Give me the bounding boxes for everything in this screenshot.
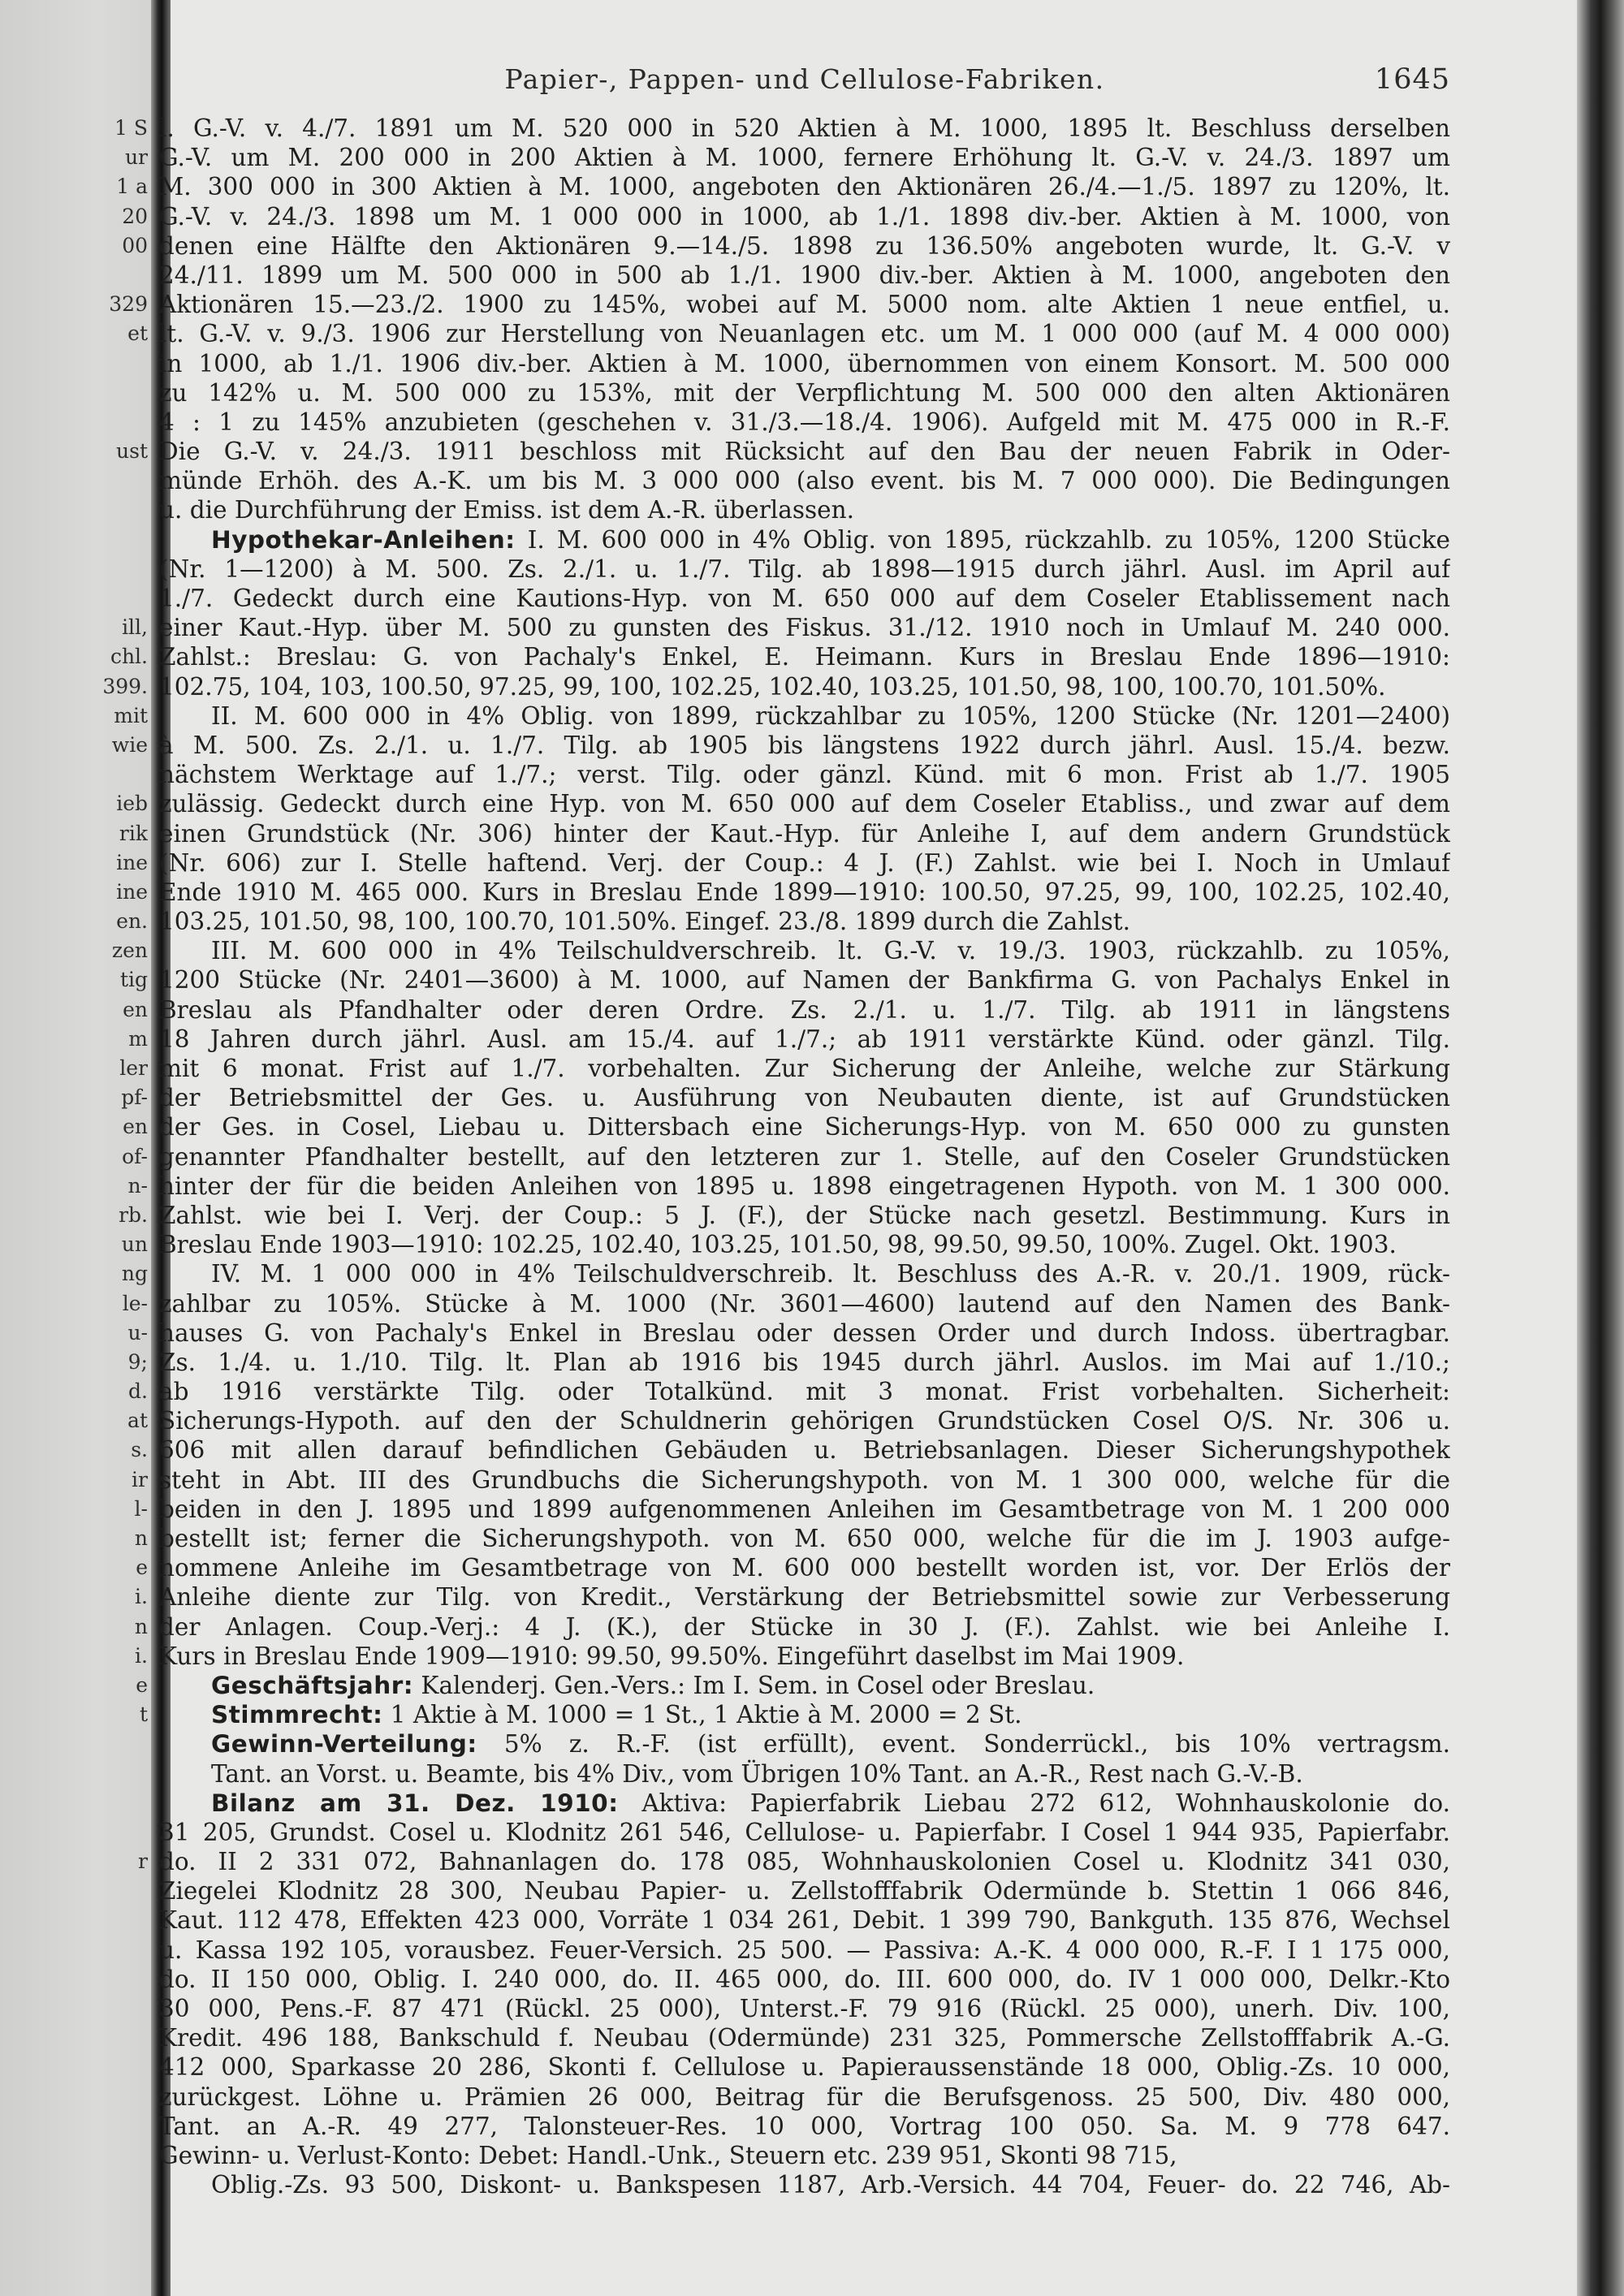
margin-fragment: i. [135,1585,148,1609]
line-text: 606 mit allen darauf befindlichen Gebäuden u. Betriebsanlagen. Dieser Sicherungshypothek [159,1436,1450,1465]
margin-fragment: chl. [110,645,148,669]
text-line [159,1318,1450,1348]
text-line [159,1377,1450,1406]
line-text: 412 000, Sparkasse 20 286, Skonti f. Cellulose u. Papieraussenstände 18 000, Oblig.-Zs. 10 000, [159,2053,1450,2082]
margin-fragment: n- [127,1173,148,1198]
margin-fragment: zen [111,939,148,963]
margin-fragment [50,261,148,290]
line-text: 1200 Stücke (Nr. 2401—3600) à M. 1000, auf Namen der Bankfirma G. von Pachalys Enkel in [159,966,1450,995]
line-text: ab 1916 verstärkte Tilg. oder Totalkünd. mit 3 monat. Frist vorbehalten. Sicherheit: [159,1378,1450,1406]
text-line [159,907,1450,936]
line-text: bestellt ist; ferner die Sicherungshypoth. von M. 650 000, welche für die im J. 1903 aufge- [159,1525,1450,1552]
margin-fragment [50,349,148,378]
text-line [159,231,1450,261]
text-line [159,2112,1450,2141]
margin-fragment: ng [121,1262,148,1286]
margin-fragment: en [123,1115,148,1139]
margin-fragment [50,760,148,789]
line-text: steht in Abt. III des Grundbuchs die Sicherungshypoth. von M. 1 300 000, welche für die [159,1465,1450,1494]
text-line [159,1172,1450,1201]
line-text: G.-V. v. 24./3. 1898 um M. 1 000 000 in 1000, ab 1./1. 1898 div.-ber. Aktien à M. 1000, von [159,202,1450,231]
margin-fragment: 9; [127,1349,148,1374]
margin-fragment: et [127,322,148,346]
text-line [159,1612,1450,1642]
line-text: Breslau als Pfandhalter oder deren Ordre. Zs. 2./1. u. 1./7. Tilg. ab 1911 in längstens [159,995,1450,1024]
margin-fragment: 00 [122,233,148,257]
section-heading: Stimmrecht: [211,1701,383,1729]
text-line [159,789,1450,818]
line-text: Die G.-V. v. 24./3. 1911 beschloss mit Rücksicht auf den Bau der neuen Fabrik in Oder- [159,438,1450,466]
line-text: do. II 2 331 072, Bahnanlagen do. 178 085, Wohnhauskolonien Cosel u. Klodnitz 341 030, [159,1848,1450,1876]
text-line [159,613,1450,642]
text-line [159,1201,1450,1230]
text-line [159,2141,1450,2170]
line-text: Kurs in Breslau Ende 1909—1910: 99.50, 99.50%. Eingeführt daselbst im Mai 1909. [159,1642,1185,1670]
text-line [159,1230,1450,1259]
line-text: 103.25, 101.50, 98, 100, 100.70, 101.50%. Eingef. 23./8. 1899 durch die Zahlst. [159,908,1130,936]
text-line [159,1289,1450,1318]
margin-fragment: 1 S [114,116,148,140]
margin-fragment [50,1729,148,1759]
text-line [159,143,1450,172]
margin-fragment: en [123,997,148,1021]
margin-fragment: wie [111,732,148,757]
margin-fragment: n [134,1526,148,1550]
margin-fragment: ine [116,850,148,874]
margin-fragment: mit [114,703,148,727]
text-line [159,1847,1450,1876]
line-text: Aktionären 15.—23./2. 1900 zu 145%, wobei auf M. 5000 nom. alte Aktien 1 neue entfiel, u. [159,291,1450,319]
text-line [159,584,1450,613]
text-line [159,495,1450,524]
margin-fragment: t [139,1703,148,1727]
margin-fragment: u- [127,1320,148,1344]
margin-fragment: m [128,1026,148,1051]
line-text: M. 300 000 in 300 Aktien à M. 1000, angeboten den Aktionären 26./4.—1./5. 1897 zu 120%, lt. [159,173,1450,201]
line-text: Oblig.-Zs. 93 500, Diskont- u. Bankspesen 1187, Arb.-Versich. 44 704, Feuer- do. 22 746, Ab- [211,2171,1450,2199]
right-binding-edge [1577,0,1624,2296]
text-line [159,1700,1450,1729]
line-text: 31 205, Grundst. Cosel u. Klodnitz 261 546, Cellulose- u. Papierfabr. I Cosel 1 944 935, Papierfabr. [159,1818,1450,1846]
margin-fragment: rik [119,821,148,845]
line-text: Zahlst. wie bei I. Verj. der Coup.: 5 J. (F.), der Stücke nach gesetzl. Bestimmung. Kurs in [159,1201,1450,1229]
text-line [159,408,1450,437]
line-text: zu 142% u. M. 500 000 zu 153%, mit der Verpflichtung M. 500 000 den alten Aktionären [159,378,1450,407]
text-line [159,1876,1450,1905]
text-line [159,878,1450,907]
page-number: 1645 [1374,63,1450,96]
margin-fragment [50,466,148,495]
margin-fragment [50,378,148,408]
line-text: G.-V. um M. 200 000 in 200 Aktien à M. 1000, fernere Erhöhung lt. G.-V. v. 24./3. 1897 um [159,144,1450,172]
text-line [159,1965,1450,1994]
text-line [159,1495,1450,1524]
line-text: III. M. 600 000 in 4% Teilschuldverschreib. lt. G.-V. v. 19./3. 1903, rückzahlb. zu 105%, [211,937,1450,965]
line-text: Kredit. 496 188, Bankschuld f. Neubau (Odermünde) 231 325, Pommersche Zellstofffabrik A.-G. [159,2024,1450,2052]
line-text: Sicherungs-Hypoth. auf den der Schuldnerin gehörigen Grundstücken Cosel O/S. Nr. 306 u. [159,1407,1450,1435]
margin-fragment [50,584,148,613]
text-line [159,2170,1450,2199]
text-line [159,202,1450,231]
line-text: u. die Durchführung der Emiss. ist dem A.-R. überlassen. [159,496,854,524]
line-text: denen eine Hälfte den Aktionären 9.—14./5. 1898 zu 136.50% angeboten wurde, lt. G.-V. v [159,231,1450,260]
text-line [159,1259,1450,1288]
text-line [159,1083,1450,1112]
text-line [159,1642,1450,1671]
margin-fragment [50,1818,148,1847]
running-title: Papier-, Pappen- und Cellulose-Fabriken. [504,63,1105,95]
line-text: lt. G.-V. v. 9./3. 1906 zur Herstellung von Neuanlagen etc. um M. 1 000 000 (auf M. 4 000 000) [159,320,1450,348]
text-line [159,1025,1450,1054]
text-line [159,1435,1450,1465]
text-line [159,555,1450,584]
margin-fragment [50,555,148,584]
margin-fragment: r [138,1849,148,1874]
line-text: (Nr. 1—1200) à M. 500. Zs. 2./1. u. 1./7. Tilg. ab 1898—1915 durch jährl. Ausl. im April auf [159,555,1450,583]
line-text: nommene Anleihe im Gesamtbetrage von M. 600 000 bestellt worden ist, vor. Der Erlös der [159,1554,1450,1582]
line-text: IV. M. 1 000 000 in 4% Teilschuldverschreib. lt. Beschluss des A.-R. v. 20./1. 1909, rück- [211,1260,1450,1288]
line-text: zulässig. Gedeckt durch eine Hyp. von M. 650 000 auf dem Coseler Etabliss., und zwar auf dem [159,790,1450,818]
line-text: genannter Pfandhalter bestellt, auf den letzteren zur 1. Stelle, auf den Coseler Grundstücken [159,1142,1450,1171]
margin-fragment: pf- [121,1085,148,1110]
line-text: der Ges. in Cosel, Liebau u. Dittersbach eine Sicherungs-Hyp. von M. 650 000 zu gunsten [159,1113,1450,1142]
line-text: beiden in den J. 1895 und 1899 aufgenommenen Anleihen im Gesamtbetrage von M. 1 200 000 [159,1495,1450,1523]
text-line [159,261,1450,290]
margin-fragment: ust [116,439,148,464]
line-text: nächstem Werktage auf 1./7.; verst. Tilg. oder gänzl. Künd. mit 6 mon. Frist ab 1./7. 1905 [159,761,1450,789]
margin-fragment: i. [135,1643,148,1668]
margin-fragment: rb. [119,1202,148,1227]
line-text: 4 : 1 zu 145% anzubieten (geschehen v. 31./3.—18./4. 1906). Aufgeld mit M. 475 000 in R.-F. [159,408,1450,436]
text-line [159,2082,1450,2112]
line-text: Zahlst.: Breslau: G. von Pachaly's Enkel, E. Heimann. Kurs in Breslau Ende 1896—1910: [159,643,1450,671]
margin-fragment [50,1759,148,1789]
margin-fragment: ur [124,145,148,170]
text-line [159,731,1450,760]
line-text: zurückgest. Löhne u. Prämien 26 000, Beitrag für die Berufsgenoss. 25 500, Div. 480 000, [159,2082,1450,2111]
text-line [159,1406,1450,1435]
text-line [159,319,1450,348]
text-line [159,1553,1450,1582]
margin-fragment [50,525,148,555]
line-text: 24./11. 1899 um M. 500 000 in 500 ab 1./1. 1900 div.-ber. Aktien à M. 1000, angeboten den [159,261,1450,289]
line-text: Zs. 1./4. u. 1./10. Tilg. lt. Plan ab 1916 bis 1945 durch jährl. Auslos. im Mai auf 1./10.; [159,1348,1450,1376]
line-text: Stimmrecht: 1 Aktie à M. 1000 = 1 St., 1 Aktie à M. 2000 = 2 St. [211,1701,1022,1729]
line-text: in 1000, ab 1./1. 1906 div.-ber. Aktien à M. 1000, übernommen von einem Konsort. M. 500 000 [159,349,1450,378]
line-text: einen Grundstück (Nr. 306) hinter der Kaut.-Hyp. für Anleihe I, auf dem andern Grundstück [159,819,1450,848]
margin-fragment: ir [132,1467,148,1491]
margin-fragment: e [136,1672,148,1697]
text-line [159,819,1450,848]
margin-fragment: n [134,1614,148,1638]
text-line [159,1348,1450,1377]
line-text: Bilanz am 31. Dez. 1910: Aktiva: Papierfabrik Liebau 272 612, Wohnhauskolonie do. [211,1789,1450,1817]
text-line [159,701,1450,731]
margin-fragment: en. [116,909,148,934]
line-text: Tant. an A.-R. 49 277, Talonsteuer-Res. 10 000, Vortrag 100 050. Sa. M. 9 778 647. [159,2112,1450,2140]
line-text: münde Erhöh. des A.-K. um bis M. 3 000 000 (also event. bis M. 7 000 000). Die Bedingungen [159,467,1450,495]
line-text: do. II 150 000, Oblig. I. 240 000, do. II. 465 000, do. III. 600 000, do. IV 1 000 000, Delkr.-Kto [159,1965,1450,1993]
section-heading: Geschäftsjahr: [211,1671,414,1699]
text-line [159,437,1450,466]
line-text: der Betriebsmittel der Ges. u. Ausführung von Neubauten diente, ist auf Grundstücken [159,1084,1450,1112]
line-text: zahlbar zu 105%. Stücke à M. 1000 (Nr. 3601—4600) lautend auf den Namen des Bank- [159,1289,1450,1318]
text-line [159,995,1450,1025]
text-line [159,1759,1450,1789]
text-line [159,1789,1450,1818]
text-line [159,114,1450,143]
line-text: mit 6 monat. Frist auf 1./7. vorbehalten. Zur Sicherung der Anleihe, welche zur Stärkung [159,1055,1450,1082]
margin-fragment: un [121,1232,148,1257]
line-text: Ende 1910 M. 465 000. Kurs in Breslau Ende 1899—1910: 100.50, 97.25, 99, 100, 102.25, 102.40, [159,878,1450,906]
margin-fragment: 329 [109,292,148,317]
text-line [159,965,1450,995]
text-line [159,1524,1450,1553]
line-text: à M. 500. Zs. 2./1. u. 1./7. Tilg. ab 1905 bis längstens 1922 durch jährl. Ausl. 15./4. bezw. [159,731,1450,759]
text-line [159,349,1450,378]
line-text: hauses G. von Pachaly's Enkel in Breslau oder dessen Order und durch Indoss. übertragbar. [159,1318,1450,1347]
margin-fragment: e [136,1556,148,1580]
text-line [159,1582,1450,1612]
text-line [159,2052,1450,2082]
line-text: einer Kaut.-Hyp. über M. 500 zu gunsten des Fiskus. 31./12. 1910 noch in Umlauf M. 240 000. [159,614,1450,642]
line-text: Gewinn- u. Verlust-Konto: Debet: Handl.-Unk., Steuern etc. 239 951, Skonti 98 715, [159,2141,1177,2169]
line-text: Anleihe diente zur Tilg. von Kredit., Verstärkung der Betriebsmittel sowie zur Verbesserung [159,1583,1450,1612]
text-line [159,936,1450,965]
text-line [159,1671,1450,1700]
text-line [159,760,1450,789]
margin-fragment [50,408,148,437]
section-heading: Bilanz am 31. Dez. 1910: [211,1789,619,1817]
line-text: Breslau Ende 1903—1910: 102.25, 102.40, 103.25, 101.50, 98, 99.50, 99.50, 100%. Zugel. Okt. 1903. [159,1231,1397,1259]
margin-fragment: ieb [116,792,148,816]
margin-fragment: l- [134,1496,148,1521]
line-text: 102.75, 104, 103, 100.50, 97.25, 99, 100, 102.25, 102.40, 103.25, 101.50, 98, 100, 100.70, 101.50%. [159,672,1386,701]
text-line [159,672,1450,701]
margin-fragment [50,1789,148,1818]
text-line [159,172,1450,201]
text-line [159,1465,1450,1495]
left-margin-fragments [50,114,148,1876]
line-text: 30 000, Pens.-F. 87 471 (Rückl. 25 000), Unterst.-F. 79 916 (Rückl. 25 000), unerh. Div. 100, [159,1995,1450,2022]
text-line [159,466,1450,495]
text-line [159,1054,1450,1083]
line-text: Kaut. 112 478, Effekten 423 000, Vorräte 1 034 261, Debit. 1 399 790, Bankguth. 135 876, Wechsel [159,1906,1450,1935]
line-text: Hypothekar-Anleihen: I. M. 600 000 in 4% Oblig. von 1895, rückzahlb. zu 105%, 1200 Stücke [211,525,1450,554]
text-line [159,378,1450,408]
text-line [159,290,1450,319]
line-text: Gewinn-Verteilung: 5% z. R.-F. (ist erfüllt), event. Sonderrückl., bis 10% vertragsm. [211,1730,1450,1759]
margin-fragment: d. [128,1379,148,1404]
line-text: Ziegelei Klodnitz 28 300, Neubau Papier- u. Zellstofffabrik Odermünde b. Stettin 1 066 846, [159,1877,1450,1905]
margin-fragment: 1 a [116,175,148,199]
text-line [159,1936,1450,1965]
line-text: 1./7. Gedeckt durch eine Kautions-Hyp. von M. 650 000 auf dem Coseler Etablissement nach [159,585,1450,612]
line-text: (Nr. 606) zur I. Stelle haftend. Verj. der Coup.: 4 J. (F.) Zahlst. wie bei I. Noch in Umlauf [159,848,1450,877]
text-line [159,1818,1450,1847]
text-line [159,2023,1450,2052]
margin-fragment: 20 [122,204,148,228]
text-line [159,1142,1450,1172]
margin-fragment: 399. [102,674,148,698]
line-text: 18 Jahren durch jährl. Ausl. am 15./4. auf 1./7.; ab 1911 verstärkte Künd. oder gänzl. Tilg. [159,1025,1450,1053]
line-text: hinter der für die beiden Anleihen von 1895 u. 1898 eingetragenen Hypoth. von M. 1 300 000. [159,1172,1450,1200]
margin-fragment: ine [116,879,148,904]
margin-fragment: tig [119,968,148,992]
text-line [159,1905,1450,1935]
line-text: l. G.-V. v. 4./7. 1891 um M. 520 000 in 520 Aktien à M. 1000, 1895 lt. Beschluss derselben [159,114,1450,142]
margin-fragment: ill, [122,615,148,640]
line-text: Geschäftsjahr: Kalenderj. Gen.-Vers.: Im I. Sem. in Cosel oder Breslau. [211,1671,1095,1699]
margin-fragment: ler [119,1056,148,1080]
text-line [159,525,1450,555]
text-line [159,1729,1450,1759]
margin-fragment: le- [122,1291,148,1315]
line-text: u. Kassa 192 105, vorausbez. Feuer-Versich. 25 500. — Passiva: A.-K. 4 000 000, R.-F. I 1 175 000, [159,1936,1450,1964]
running-header [159,63,1450,104]
body-text [159,114,1450,2199]
text-line [159,1994,1450,2023]
text-line [159,1112,1450,1142]
section-heading: Hypothekar-Anleihen: [211,525,516,554]
line-text: der Anlagen. Coup.-Verj.: 4 J. (K.), der Stücke in 30 J. (F.). Zahlst. wie bei Anleihe I. [159,1612,1450,1641]
line-text: Tant. an Vorst. u. Beamte, bis 4% Div., vom Übrigen 10% Tant. an A.-R., Rest nach G.-V.-B. [211,1759,1303,1788]
text-line [159,642,1450,671]
margin-fragment: of- [122,1144,148,1168]
line-text: II. M. 600 000 in 4% Oblig. von 1899, rückzahlbar zu 105%, 1200 Stücke (Nr. 1201—2400) [211,701,1450,730]
text-line [159,848,1450,878]
margin-fragment [50,495,148,524]
section-heading: Gewinn-Verteilung: [211,1730,477,1759]
margin-fragment: at [127,1409,148,1433]
margin-fragment: s. [131,1438,148,1462]
